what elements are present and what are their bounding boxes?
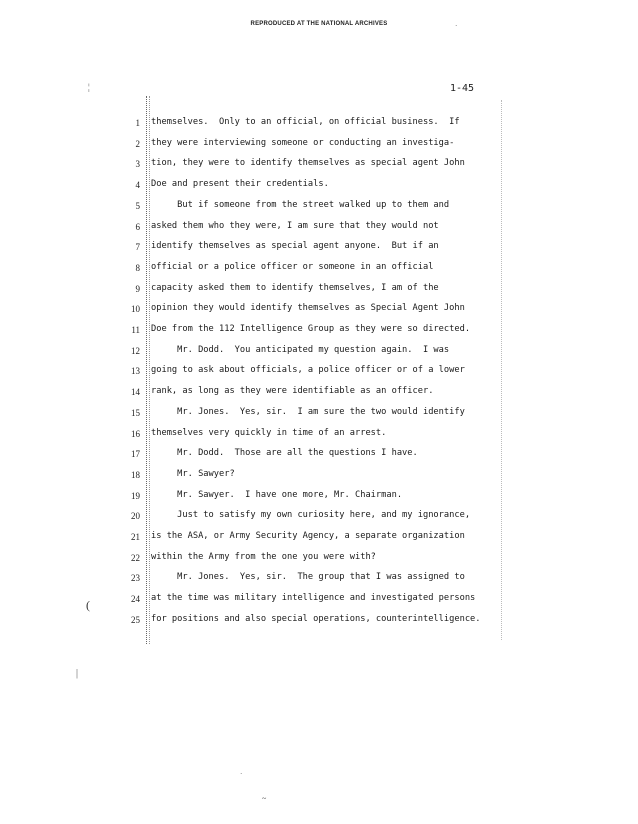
line-number: 11 xyxy=(131,325,140,335)
transcript-line xyxy=(0,283,638,297)
line-number: 22 xyxy=(131,552,140,563)
archive-stamp-header: REPRODUCED AT THE NATIONAL ARCHIVES xyxy=(250,21,388,27)
line-text: asked them who they were, I am sure that they would not xyxy=(151,220,439,231)
line-number: 16 xyxy=(131,428,140,439)
line-text: capacity asked them to identify themselves, I am of the xyxy=(151,282,439,293)
transcript-line xyxy=(0,200,638,214)
line-text: Mr. Dodd. You anticipated my question again. I was xyxy=(151,344,450,355)
line-text: is the ASA, or Army Security Agency, a separate organization xyxy=(151,531,465,541)
transcript-line xyxy=(0,179,638,193)
line-number: 14 xyxy=(131,387,140,398)
transcript-line xyxy=(0,510,638,524)
line-number: 1 xyxy=(135,118,140,128)
line-text: within the Army from the one you were with? xyxy=(151,551,376,562)
line-text: But if someone from the street walked up to them and xyxy=(151,199,450,210)
line-number: 10 xyxy=(131,304,140,315)
line-number: 6 xyxy=(135,221,140,232)
line-text: identify themselves as special agent anyone. But if an xyxy=(151,241,439,252)
page-number: 1-45 xyxy=(450,83,475,94)
transcript-line xyxy=(0,448,638,462)
transcript-line xyxy=(0,158,638,172)
transcript-line xyxy=(0,531,638,545)
transcript-line xyxy=(0,365,638,379)
transcript-line xyxy=(0,572,638,586)
line-number: 24 xyxy=(131,594,140,605)
transcript-line xyxy=(0,303,638,317)
line-text: they were interviewing someone or conducting an investiga- xyxy=(151,137,455,148)
line-number: 25 xyxy=(131,614,140,625)
line-number: 21 xyxy=(131,532,140,542)
line-text: for positions and also special operations, counterintelligence. xyxy=(151,613,481,624)
line-text: themselves. Only to an official, on official business. If xyxy=(151,117,460,127)
line-text: Doe and present their credentials. xyxy=(151,179,329,190)
line-text: Mr. Sawyer. I have one more, Mr. Chairman. xyxy=(151,489,403,500)
transcript-line xyxy=(0,241,638,255)
transcript-line xyxy=(0,428,638,442)
line-number: 18 xyxy=(131,469,140,480)
transcript-line xyxy=(0,345,638,359)
line-text: Mr. Jones. Yes, sir. I am sure the two would identify xyxy=(151,406,465,417)
margin-speck: ~ xyxy=(262,794,267,803)
transcript-line xyxy=(0,262,638,276)
transcript-line xyxy=(0,614,638,628)
line-text: Doe from the 112 Intelligence Group as they were so directed. xyxy=(151,324,471,334)
line-number: 23 xyxy=(131,573,140,584)
line-number: 17 xyxy=(131,449,140,460)
line-text: opinion they would identify themselves as Special Agent John xyxy=(151,303,465,314)
line-text: going to ask about officials, a police officer or of a lower xyxy=(151,365,465,376)
line-number: 13 xyxy=(131,366,140,377)
line-number: 19 xyxy=(131,490,140,501)
margin-speck: · xyxy=(240,770,243,778)
transcript-line xyxy=(0,221,638,235)
line-text: themselves very quickly in time of an arrest. xyxy=(151,427,387,438)
line-text: Mr. Jones. Yes, sir. The group that I was assigned to xyxy=(151,572,465,583)
line-text: official or a police officer or someone in an official xyxy=(151,261,434,272)
line-text: at the time was military intelligence and investigated persons xyxy=(151,593,476,604)
transcript-line xyxy=(0,490,638,504)
line-number: 15 xyxy=(131,407,140,418)
line-number: 5 xyxy=(135,200,140,211)
line-number: 3 xyxy=(135,159,140,170)
margin-speck: ( xyxy=(86,598,90,612)
line-number: 4 xyxy=(135,180,140,191)
transcript-line xyxy=(0,407,638,421)
transcript-line xyxy=(0,593,638,607)
transcript-line xyxy=(0,117,638,131)
line-number: 7 xyxy=(135,242,140,253)
line-number: 9 xyxy=(135,283,140,294)
line-number: 20 xyxy=(131,511,140,522)
margin-speck: | xyxy=(76,668,79,679)
transcript-line xyxy=(0,469,638,483)
line-text: tion, they were to identify themselves as special agent John xyxy=(151,158,465,169)
margin-speck: ¦ xyxy=(88,82,90,92)
line-text: Just to satisfy my own curiosity here, and my ignorance, xyxy=(151,510,471,521)
line-number: 12 xyxy=(131,345,140,356)
transcript-line xyxy=(0,386,638,400)
line-text: Mr. Sawyer? xyxy=(151,468,235,479)
transcript-line xyxy=(0,138,638,152)
line-text: Mr. Dodd. Those are all the questions I have. xyxy=(151,448,418,459)
transcript-line xyxy=(0,552,638,566)
line-text: rank, as long as they were identifiable as an officer. xyxy=(151,386,434,397)
line-number: 2 xyxy=(135,138,140,149)
transcript-line xyxy=(0,324,638,338)
line-number: 8 xyxy=(135,262,140,273)
margin-speck: · xyxy=(455,22,458,30)
